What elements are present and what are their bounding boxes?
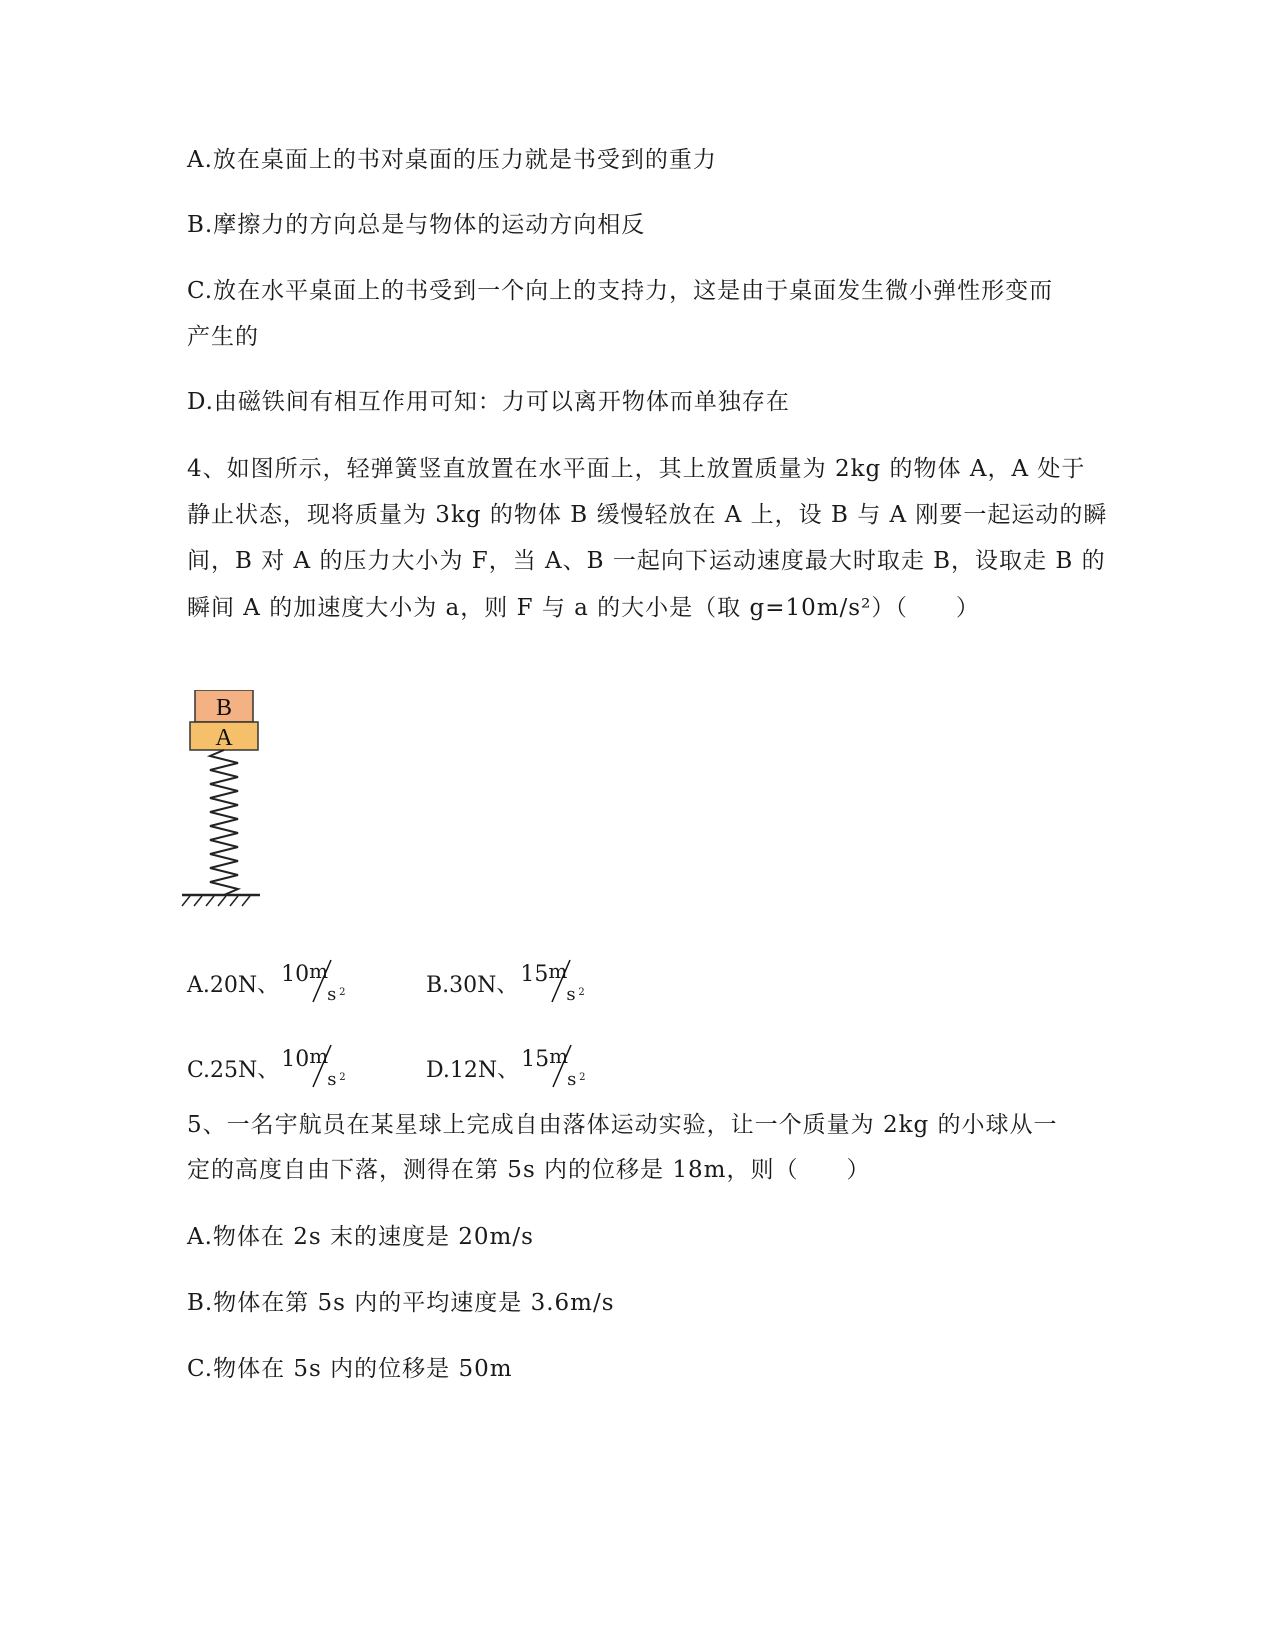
q3-option-a: A.放在桌面上的书对桌面的压力就是书受到的重力 [187, 147, 717, 173]
q5-option-b: B.物体在第 5s 内的平均速度是 3.6m/s [187, 1290, 615, 1316]
unit-exp: 2 [339, 987, 346, 998]
q5-option-c: C.物体在 5s 内的位移是 50m [187, 1356, 513, 1382]
block-a-label: A [215, 725, 233, 751]
spring-diagram [180, 690, 280, 930]
q5-stem-line1: 5、一名宇航员在某星球上完成自由落体运动实验，让一个质量为 2kg 的小球从一 [187, 1112, 1058, 1138]
unit-exp: 2 [579, 1072, 586, 1083]
q4-stem-line1: 4、如图所示，轻弹簧竖直放置在水平面上，其上放置质量为 2kg 的物体 A，A 处于 [187, 456, 1086, 482]
unit-m: m [309, 1044, 329, 1068]
q4-option-a [187, 959, 346, 1005]
unit-s: s [566, 984, 576, 1005]
q4-option-c-prefix: C.25N、 [187, 1058, 280, 1083]
q4-option-a-prefix: A.20N、 [187, 973, 280, 998]
q4-option-b [426, 959, 585, 1005]
q5-stem-line2: 定的高度自由下落，测得在第 5s 内的位移是 18m，则（ ） [187, 1157, 871, 1183]
q4-option-d-value: 15 [521, 1047, 550, 1072]
q4-stem-line2: 静止状态，现将质量为 3kg 的物体 B 缓慢轻放在 A 上，设 B 与 A 刚要一起运动的瞬 [187, 502, 1108, 528]
q4-option-c [187, 1044, 346, 1090]
q3-option-b: B.摩擦力的方向总是与物体的运动方向相反 [187, 212, 646, 238]
q4-stem-line3: 间，B 对 A 的压力大小为 F，当 A、B 一起向下运动速度最大时取走 B，设取走 B 的 [187, 548, 1106, 574]
block-b-label: B [215, 695, 233, 721]
q5-option-a: A.物体在 2s 末的速度是 20m/s [187, 1224, 534, 1250]
acceleration-unit [520, 959, 585, 1005]
q3-option-d: D.由磁铁间有相互作用可知：力可以离开物体而单独存在 [187, 389, 790, 415]
q4-option-d [426, 1044, 586, 1090]
unit-m: m [549, 1044, 569, 1068]
unit-m: m [548, 959, 568, 983]
spring-figure [180, 690, 280, 934]
unit-m: m [309, 959, 329, 983]
q4-stem-line4: 瞬间 A 的加速度大小为 a，则 F 与 a 的大小是（取 g=10m/s²）（ ） [187, 595, 980, 621]
q4-option-c-value: 10 [281, 1047, 310, 1072]
unit-exp: 2 [339, 1072, 346, 1083]
unit-s: s [567, 1069, 577, 1090]
q3-option-c-line1: C.放在水平桌面上的书受到一个向上的支持力，这是由于桌面发生微小弹性形变而 [187, 278, 1054, 304]
q4-option-b-value: 15 [520, 962, 549, 987]
acceleration-unit [281, 959, 346, 1005]
unit-s: s [327, 984, 337, 1005]
q4-option-a-value: 10 [281, 962, 310, 987]
unit-s: s [327, 1069, 337, 1090]
acceleration-unit [521, 1044, 586, 1090]
q4-option-d-prefix: D.12N、 [426, 1058, 520, 1083]
acceleration-unit [281, 1044, 346, 1090]
ground-hatch [182, 896, 250, 906]
spring-coil [210, 750, 238, 895]
q4-option-b-prefix: B.30N、 [426, 973, 519, 998]
unit-exp: 2 [578, 987, 585, 998]
q3-option-c-line2: 产生的 [187, 324, 259, 350]
